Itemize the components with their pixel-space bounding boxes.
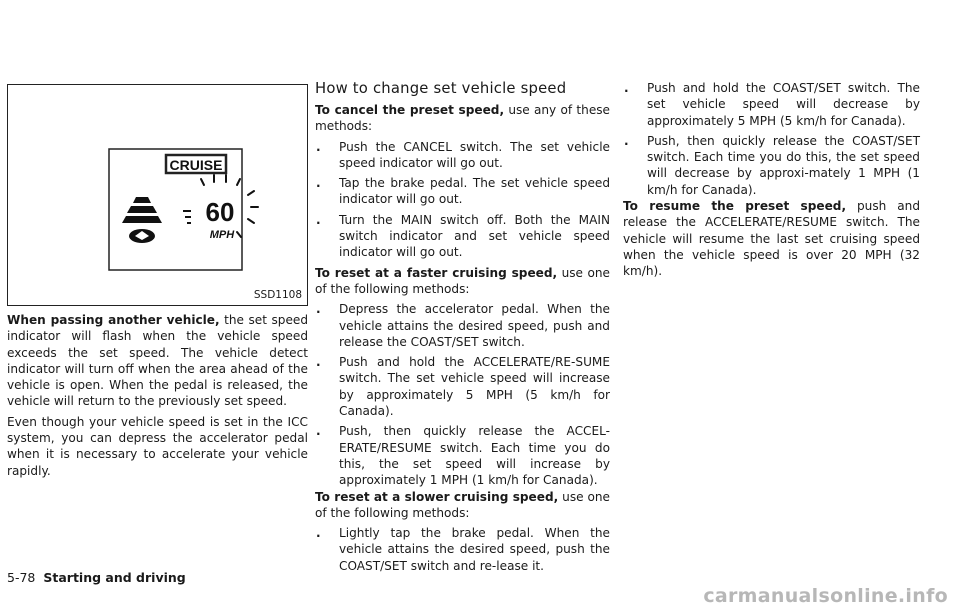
watermark: carmanualsonline.info bbox=[703, 585, 948, 607]
list-item: . Push, then quickly release the COAST/SET switch. Each time you do this, the set speed will decrease by approxi-mately 1 MPH (1 km/h for Canada). bbox=[624, 133, 920, 197]
list-item: . Push and hold the ACCELERATE/RE-SUME switch. The set vehicle speed will increase by approximately 5 MPH (5 km/h for Canada). bbox=[316, 355, 610, 419]
set-speed-value: 60 bbox=[205, 197, 235, 227]
cancel-intro: To cancel the preset speed, use any of these methods: bbox=[315, 103, 610, 134]
column-1 bbox=[7, 312, 308, 479]
set-speed-unit: MPH bbox=[209, 229, 235, 241]
page-number: 5-78 bbox=[7, 570, 36, 585]
list-item: . Lightly tap the brake pedal. When the vehicle attains the desired speed, push the COAST/SET switch and re-lease it. bbox=[316, 526, 610, 573]
section-title: Starting and driving bbox=[43, 570, 186, 585]
list-item: . Push the CANCEL switch. The set vehicle speed indicator will go out. bbox=[316, 139, 610, 170]
list-item: . Turn the MAIN switch off. Both the MAIN switch indicator and set vehicle speed indicator will go out. bbox=[316, 212, 610, 260]
list-item: . Tap the brake pedal. The set vehicle speed indicator will go out. bbox=[316, 176, 610, 207]
figure-label: SSD1108 bbox=[253, 289, 302, 301]
figure-cruise-display bbox=[7, 84, 308, 306]
faster-intro: To reset at a faster cruising speed, use one of the following methods: bbox=[315, 265, 610, 296]
page-footer bbox=[7, 570, 186, 585]
set-speed-arrow-icon bbox=[183, 211, 191, 223]
cruise-display-illustration bbox=[8, 85, 309, 307]
passing-paragraph: When passing another vehicle, the set speed indicator will flash when the vehicle speed exceeds the set speed. The vehicle detect indicator will turn off when the area ahead of the vehicle is open. When the pedal is released, the vehicle will return to the previously set speed. bbox=[7, 313, 308, 409]
cruise-indicator-text: CRUISE bbox=[169, 157, 223, 173]
section-heading: How to change set vehicle speed bbox=[315, 80, 567, 97]
accelerate-paragraph: Even though your vehicle speed is set in the ICC system, you can depress the accelerator pedal when it is necessary to accelerate your vehicle rapidly. bbox=[7, 414, 308, 478]
list-item: . Depress the accelerator pedal. When the vehicle attains the desired speed, push and release the COAST/SET switch. bbox=[316, 302, 610, 349]
vehicle-detect-icon bbox=[122, 197, 162, 243]
list-item: . Push, then quickly release the ACCEL-ERATE/RESUME switch. Each time you do this, the set speed will increase by approximately 1 MPH (1 km/h for Canada). bbox=[316, 424, 610, 488]
column-2 bbox=[315, 80, 610, 574]
resume-paragraph: To resume the preset speed, push and release the ACCELERATE/RESUME switch. The vehicle will resume the last set cruising speed when the vehicle speed is over 20 MPH (32 km/h). bbox=[623, 199, 920, 279]
list-item: . Push and hold the COAST/SET switch. The set vehicle speed will decrease by approximately 5 MPH (5 km/h for Canada). bbox=[624, 81, 920, 128]
slower-intro: To reset at a slower cruising speed, use one of the following methods: bbox=[315, 489, 610, 520]
column-3 bbox=[623, 80, 920, 280]
